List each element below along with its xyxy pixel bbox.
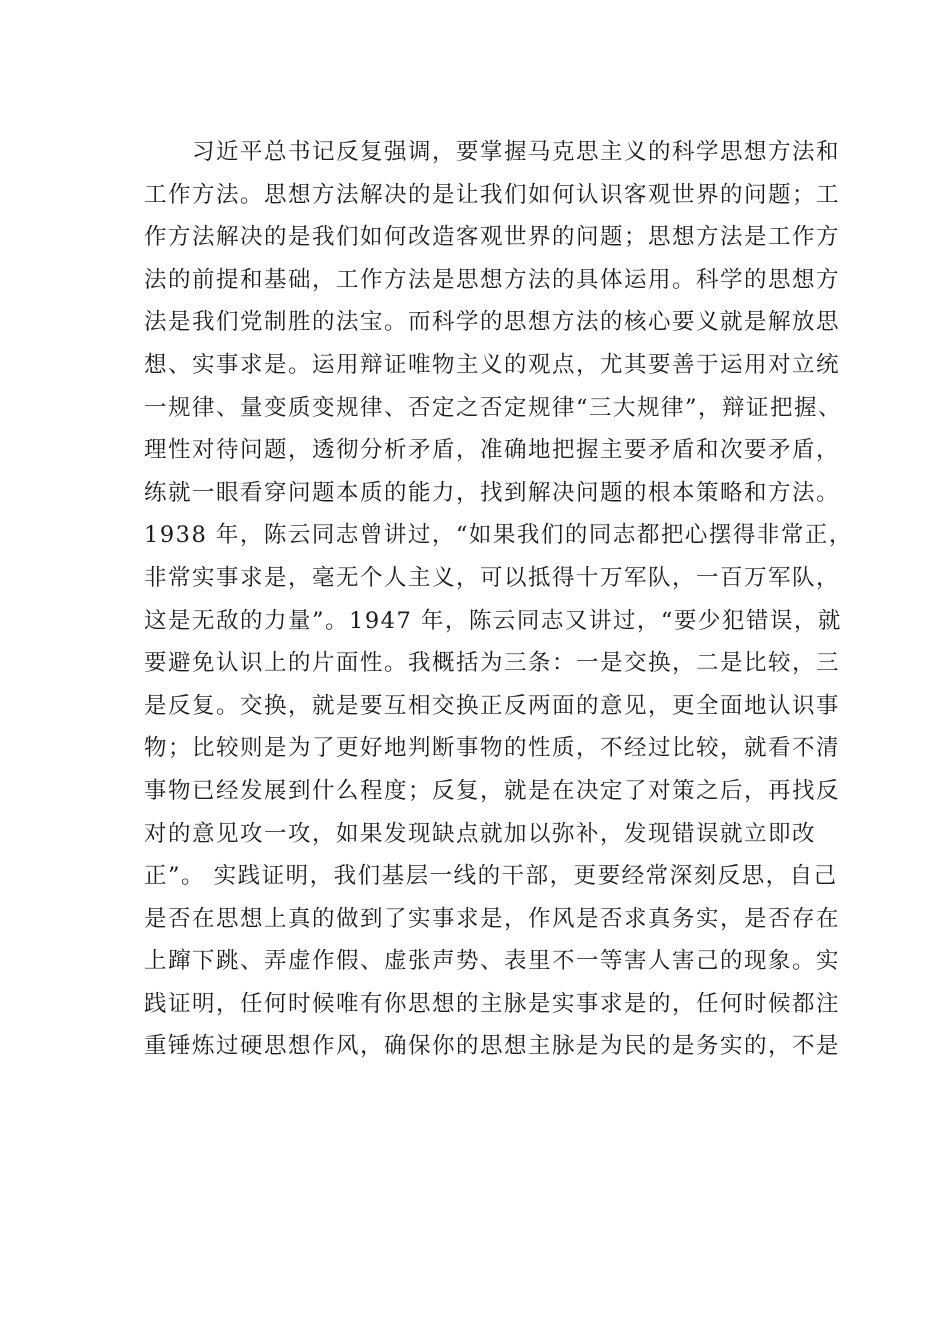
text-line: 法的前提和基础，工作方法是思想方法的具体运用。科学的思想方 [144, 266, 841, 293]
body-text [144, 131, 853, 1068]
text-line: 想、实事求是。运用辩证唯物主义的观点，尤其要善于运用对立统 [144, 351, 841, 378]
text-line: 重锤炼过硬思想作风，确保你的思想主脉是为民的是务实的，不是 [144, 1033, 841, 1060]
text-line: 这是无敌的力量”。1947 年，陈云同志又讲过，“要少犯错误，就 [144, 607, 842, 634]
text-line: 1938 年，陈云同志曾讲过，“如果我们的同志都把心摆得非常正， [144, 522, 853, 549]
text-line: 法是我们党制胜的法宝。而科学的思想方法的核心要义就是解放思 [144, 309, 841, 336]
text-line: 是反复。交换，就是要互相交换正反两面的意见，更全面地认识事 [144, 692, 841, 719]
text-line: 一规律、量变质变规律、否定之否定规律“三大规律”，辩证把握、 [144, 394, 843, 421]
text-line: 习近平总书记反复强调，要掌握马克思主义的科学思想方法和 [192, 139, 841, 165]
text-line: 正”。 实践证明，我们基层一线的干部，更要经常深刻反思，自己 [144, 863, 838, 890]
text-line: 练就一眼看穿问题本质的能力，找到解决问题的根本策略和方法。 [144, 479, 841, 506]
text-line: 作方法解决的是我们如何改造客观世界的问题；思想方法是工作方 [144, 224, 841, 251]
text-line: 是否在思想上真的做到了实事求是，作风是否求真务实，是否存在 [144, 905, 841, 932]
text-line: 理性对待问题，透彻分析矛盾，准确地把握主要矛盾和次要矛盾， [144, 437, 841, 464]
text-line: 上蹿下跳、弄虚作假、虚张声势、表里不一等害人害己的现象。实 [144, 948, 841, 975]
text-line: 工作方法。思想方法解决的是让我们如何认识客观世界的问题；工 [144, 181, 841, 208]
text-line: 践证明，任何时候唯有你思想的主脉是实事求是的，任何时候都注 [144, 990, 841, 1017]
text-line: 非常实事求是，毫无个人主义，可以抵得十万军队，一百万军队， [144, 564, 841, 591]
text-line: 要避免认识上的片面性。我概括为三条：一是交换，二是比较，三 [144, 650, 841, 677]
text-line: 对的意见攻一攻，如果发现缺点就加以弥补，发现错误就立即改 [144, 820, 817, 847]
text-line: 物；比较则是为了更好地判断事物的性质，不经过比较，就看不清 [144, 735, 841, 762]
text-line: 事物已经发展到什么程度；反复，就是在决定了对策之后，再找反 [144, 777, 841, 804]
